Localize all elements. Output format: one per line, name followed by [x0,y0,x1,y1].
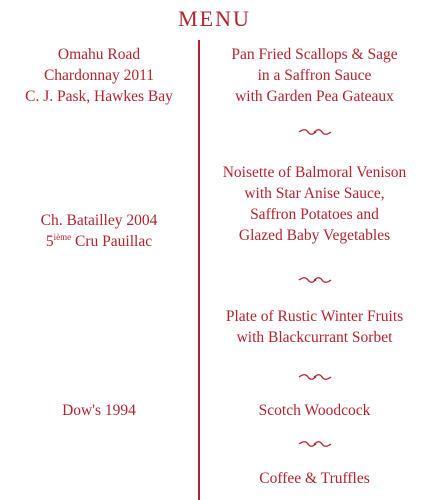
scroll-flourish-icon [200,127,429,137]
growth-number: 5 [45,233,54,250]
course-line: Pan Fried Scallops & Sage [231,46,398,63]
vertical-divider [198,40,200,500]
course-item-2 [200,162,429,246]
course-line: with Garden Pea Gateaux [235,88,394,105]
wine-item-1 [0,44,198,107]
wine-line: Dow's 1994 [62,402,136,419]
course-line: Noisette of Balmoral Venison [222,164,407,181]
scroll-flourish-icon [200,372,429,382]
wine-line: Chardonnay 2011 [43,67,155,84]
course-item-1 [200,44,429,107]
wine-item-3 [0,400,198,421]
course-item-3 [200,306,429,348]
wine-item-2 [0,210,198,252]
course-line: Plate of Rustic Winter Fruits [225,308,404,325]
wine-line: Ch. Batailley 2004 [40,212,158,229]
growth-appellation: Cru Pauillac [71,233,153,250]
course-item-5 [200,468,429,489]
scroll-flourish-icon [200,275,429,285]
course-line: Saffron Potatoes and [250,206,379,223]
wine-line-classification [0,231,198,252]
course-line: Coffee & Truffles [259,470,370,487]
course-line: Scotch Woodcock [258,402,371,419]
wine-line: C. J. Pask, Hawkes Bay [25,88,173,105]
course-item-4 [200,400,429,421]
wine-line: Omahu Road [57,46,141,63]
course-line: Glazed Baby Vegetables [238,227,391,244]
scroll-flourish-icon [200,439,429,449]
course-line: with Star Anise Sauce, [244,185,385,202]
growth-superscript: ième [53,231,72,242]
course-line: in a Saffron Sauce [257,67,372,84]
course-line: with Blackcurrant Sorbet [236,329,393,346]
menu-title: MENU [178,6,251,31]
